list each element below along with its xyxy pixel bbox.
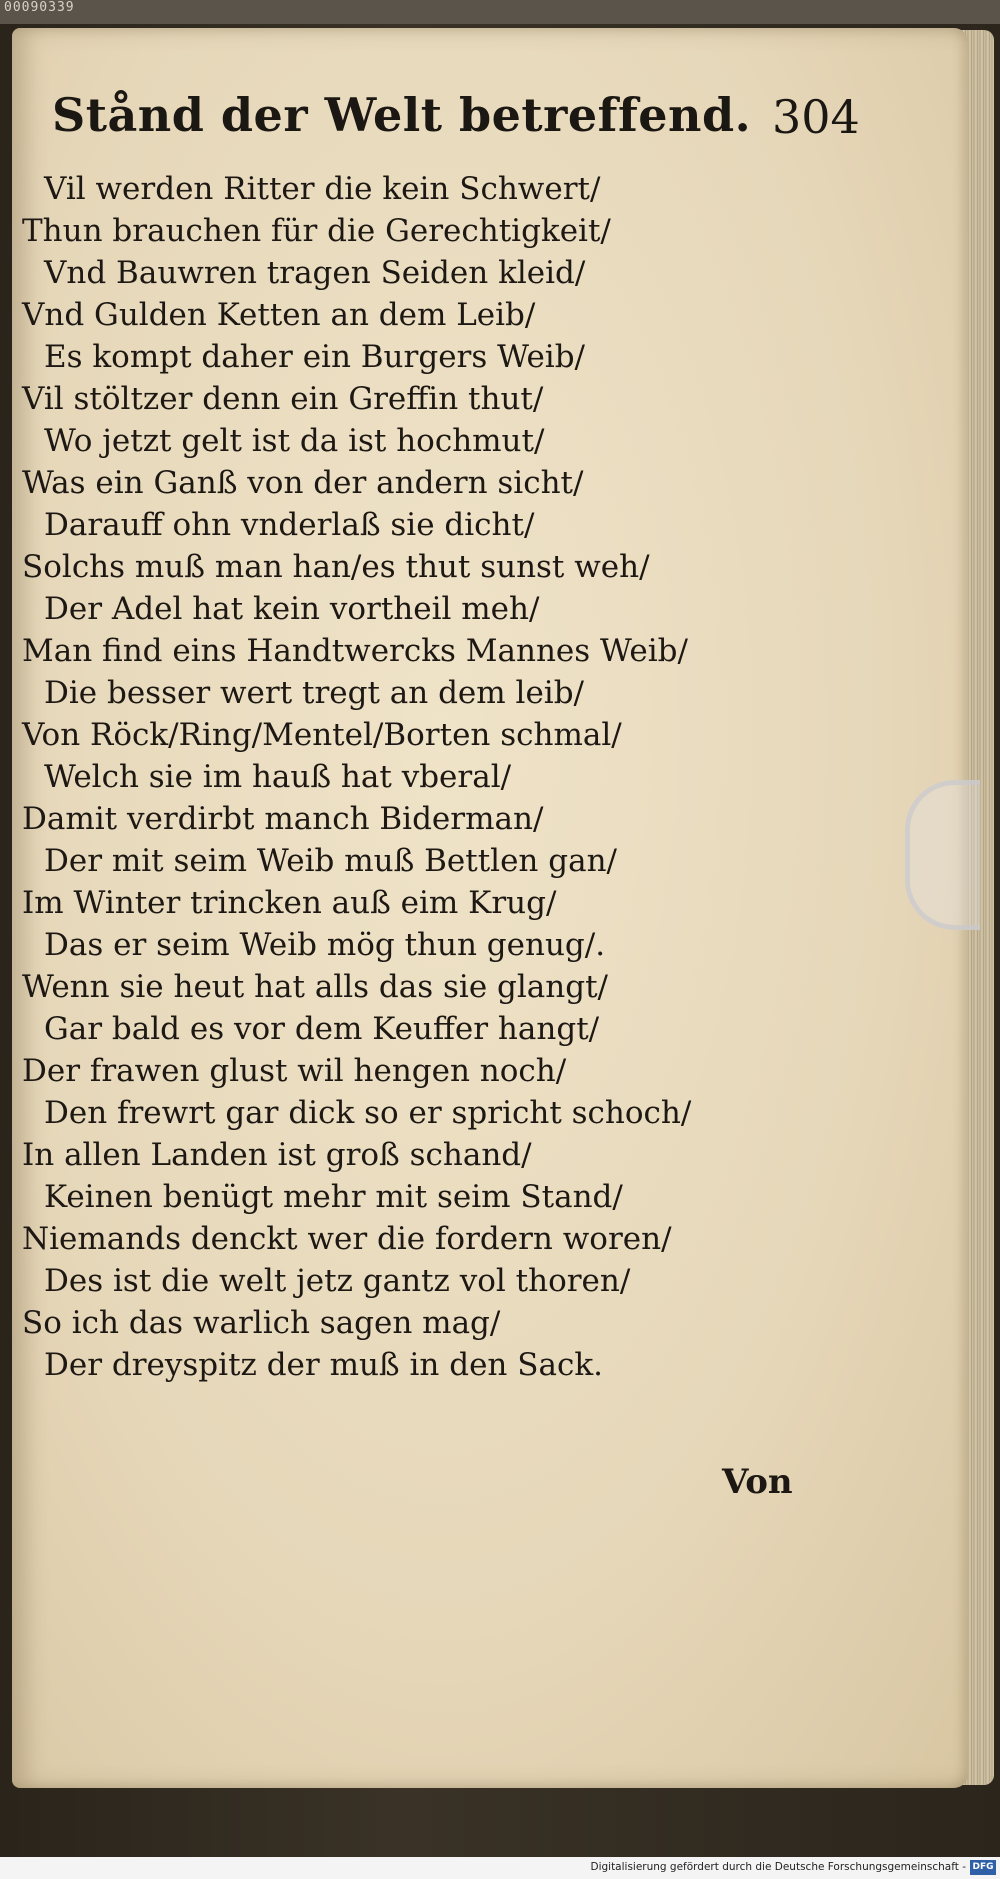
verse-line: Niemands denckt wer die fordern woren/ xyxy=(22,1221,672,1257)
verse-block xyxy=(16,168,796,1386)
verse-line: Es kompt daher ein Burgers Weib/ xyxy=(44,339,586,375)
verse-line: Von Röck/Ring/Mentel/Borten schmal/ xyxy=(22,717,622,753)
verse-line: Darauff ohn vnderlaß sie dicht/ xyxy=(44,507,535,543)
verse-line: Wo jetzt gelt ist da ist hochmut/ xyxy=(44,423,545,459)
verse-line: In allen Landen ist groß schand/ xyxy=(22,1137,532,1173)
page-header xyxy=(52,88,860,158)
verse-line: Der dreyspitz der muß in den Sack. xyxy=(44,1347,603,1383)
dfg-logo[interactable]: DFG xyxy=(970,1860,996,1875)
verse-line: Keinen benügt mehr mit seim Stand/ xyxy=(44,1179,623,1215)
verse-line: Die besser wert tregt an dem leib/ xyxy=(44,675,584,711)
verse-line: Der mit seim Weib muß Bettlen gan/ xyxy=(44,843,617,879)
digitization-credit: Digitalisierung gefördert durch die Deutsche Forschungsgemeinschaft - xyxy=(590,1861,966,1873)
catchword: Von xyxy=(722,1462,793,1502)
verse-line: Vil werden Ritter die kein Schwert/ xyxy=(44,171,601,207)
scan-id: 00090339 xyxy=(4,0,75,15)
verse-line: Gar bald es vor dem Keuffer hangt/ xyxy=(44,1011,600,1047)
verse-line: Der Adel hat kein vortheil meh/ xyxy=(44,591,540,627)
verse-line: So ich das warlich sagen mag/ xyxy=(22,1305,501,1341)
verse-line: Solchs muß man han/es thut sunst weh/ xyxy=(22,549,650,585)
verse-line: Vnd Gulden Ketten an dem Leib/ xyxy=(22,297,536,333)
verse-line: Im Winter trincken auß eim Krug/ xyxy=(22,885,557,921)
verse-line: Der frawen glust wil hengen noch/ xyxy=(22,1053,567,1089)
page-clip xyxy=(905,780,980,930)
scan-header-strip xyxy=(0,0,1000,24)
verse-line: Das er seim Weib mög thun genug/. xyxy=(44,927,606,963)
verse-line: Wenn sie heut hat alls das sie glangt/ xyxy=(22,969,608,1005)
running-title: Stånd der Welt betreffend. xyxy=(52,88,752,142)
verse-line: Den frewrt gar dick so er spricht schoch/ xyxy=(44,1095,692,1131)
verse-line: Was ein Ganß von der andern sicht/ xyxy=(22,465,584,501)
verse-line: Welch sie im hauß hat vberal/ xyxy=(44,759,512,795)
verse-line: Man find eins Handtwercks Mannes Weib/ xyxy=(22,633,688,669)
verse-line: Vnd Bauwren tragen Seiden kleid/ xyxy=(44,255,586,291)
verse-line: Thun brauchen für die Gerechtigkeit/ xyxy=(22,213,611,249)
page-number: 304 xyxy=(772,90,860,144)
verse-line: Damit verdirbt manch Biderman/ xyxy=(22,801,544,837)
verse-line: Des ist die welt jetz gantz vol thoren/ xyxy=(44,1263,631,1299)
footer-bar xyxy=(0,1857,1000,1879)
verse-line: Vil stöltzer denn ein Greffin thut/ xyxy=(22,381,544,417)
